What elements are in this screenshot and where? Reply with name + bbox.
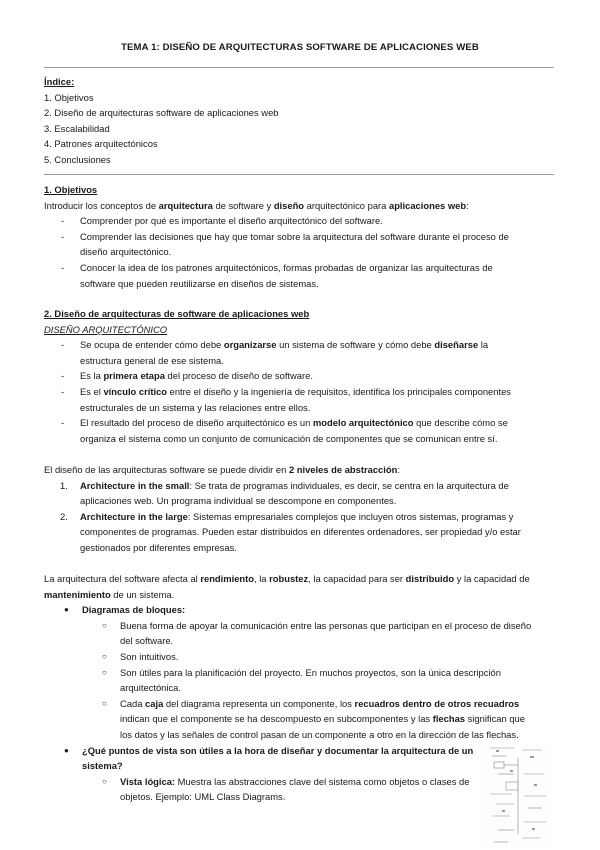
- bullet-disc-icon: ●: [64, 605, 69, 615]
- niveles-paragraph: El diseño de las arquitecturas software se puede dividir en 2 niveles de abstracción:: [44, 463, 400, 475]
- list-item-continuation: diseño arquitectónico.: [80, 246, 172, 258]
- bullet-circle-icon: ○: [102, 620, 107, 630]
- bullet-disc-icon: ●: [64, 745, 69, 755]
- list-item: - El resultado del proceso de diseño arquitectónico es un modelo arquitectónico que describe cómo se: [61, 417, 508, 429]
- section-heading-diseno: 2. Diseño de arquitecturas de software de aplicaciones web: [44, 308, 310, 319]
- bullet-circle-icon: ○: [102, 667, 107, 677]
- sub-bullet-item: ○ Buena forma de apoyar la comunicación entre las personas que participan en el proceso de diseño: [44, 618, 554, 634]
- objetivos-intro: Introducir los conceptos de arquitectura de software y diseño arquitectónico para aplicaciones web:: [44, 199, 469, 211]
- sub-bullet-item: ○ Cada caja del diagrama representa un componente, los recuadros dentro de otros recuadros: [44, 696, 554, 712]
- index-heading: Índice:: [44, 76, 75, 87]
- list-item-continuation: arquitectónica.: [120, 682, 181, 694]
- list-item-continuation: estructurales de un sistema y las relaciones entre ellos.: [80, 401, 311, 413]
- list-item-continuation: sistema?: [82, 760, 123, 772]
- sub-bullet-item: ○ Vista lógica: Muestra las abstracciones clave del sistema como objetos o clases de: [44, 774, 554, 790]
- index-section: [44, 74, 554, 168]
- list-item-continuation: indican que el componente se ha descompuesto en subcomponentes y las flechas significan que: [120, 713, 525, 725]
- sub-bullet-item: ○ Son intuitivos.: [44, 649, 554, 665]
- index-item: 3. Escalabilidad: [44, 122, 110, 134]
- list-item-continuation: componentes de programas. Pueden estar distribuidos en diferentes ordenadores, ser propiedad y/o estar: [80, 526, 521, 538]
- list-item: - Es el vínculo crítico entre el diseño y la ingeniería de requisitos, identifica los principales componentes: [61, 385, 511, 397]
- bullet-circle-icon: ○: [102, 776, 107, 786]
- list-item-continuation: estructura general de ese sistema.: [80, 354, 224, 366]
- list-item-continuation: gestionados por diferentes empresas.: [80, 541, 237, 553]
- index-item: 4. Patrones arquitectónicos: [44, 138, 158, 150]
- list-item-continuation: aplicaciones web. Un programa individual se descompone en componentes.: [80, 495, 397, 507]
- list-item-continuation: objetos. Ejemplo: UML Class Diagrams.: [120, 791, 286, 803]
- index-item: 1. Objetivos: [44, 91, 94, 103]
- bullet-circle-icon: ○: [102, 698, 107, 708]
- numbered-item: 1. Architecture in the small: Se trata de programas individuales, es decir, se centra en la arquitectura de: [60, 479, 509, 491]
- list-item: - Comprender por qué es importante el diseño arquitectónico del software.: [61, 215, 383, 227]
- divider: [44, 67, 554, 68]
- list-item-continuation: software que pueden reutilizarse en diseños de sistemas.: [80, 277, 319, 289]
- bullet-circle-icon: ○: [102, 652, 107, 662]
- diagram-thumbnail-graphic: [484, 744, 554, 848]
- list-item: - Es la primera etapa del proceso de diseño de software.: [61, 370, 313, 382]
- divider: [44, 174, 554, 175]
- list-item: - Comprender las decisiones que hay que tomar sobre la arquitectura del software durante el proceso de: [61, 230, 509, 242]
- sub-bullet-item: ○ Son útiles para la planificación del proyecto. En muchos proyectos, son la única descripción: [44, 665, 554, 681]
- subheading-diseno-arquitectonico: DISEÑO ARQUITECTÓNICO: [44, 323, 168, 335]
- diseno-section: [44, 306, 554, 805]
- list-item: - Se ocupa de entender cómo debe organizarse un sistema de software y cómo debe diseñarse la: [61, 339, 489, 351]
- diagram-thumbnail: [484, 744, 554, 848]
- section-heading-objetivos: 1. Objetivos: [44, 184, 98, 195]
- index-item: 5. Conclusiones: [44, 153, 111, 165]
- bullet-item: ● ¿Qué puntos de vista son útiles a la hora de diseñar y documentar la arquitectura de un: [44, 743, 554, 759]
- page-title: TEMA 1: DISEÑO DE ARQUITECTURAS SOFTWARE DE APLICACIONES WEB: [121, 42, 479, 53]
- list-item: - Conocer la idea de los patrones arquitectónicos, formas probadas de organizar las arquitecturas de: [61, 261, 493, 273]
- objetivos-section: [44, 182, 554, 291]
- index-item: 2. Diseño de arquitecturas software de aplicaciones web: [44, 107, 279, 119]
- numbered-item: 2. Architecture in the large: Sistemas empresariales complejos que incluyen otros sistemas, programas y: [60, 510, 514, 522]
- list-item-continuation: organiza el sistema como un conjunto de comunicación de componentes que se comunican entre sí.: [80, 432, 498, 444]
- afecta-paragraph: La arquitectura del software afecta al rendimiento, la robustez, la capacidad para ser distribuido y la capacidad de: [44, 573, 530, 585]
- list-item-continuation: los datos y las señales de control pasan de un componente a otro en la dirección de las flechas.: [120, 729, 519, 741]
- afecta-paragraph-cont: mantenimiento de un sistema.: [44, 588, 175, 600]
- list-item-continuation: del software.: [120, 635, 174, 647]
- bullet-item: ● Diagramas de bloques:: [44, 602, 554, 618]
